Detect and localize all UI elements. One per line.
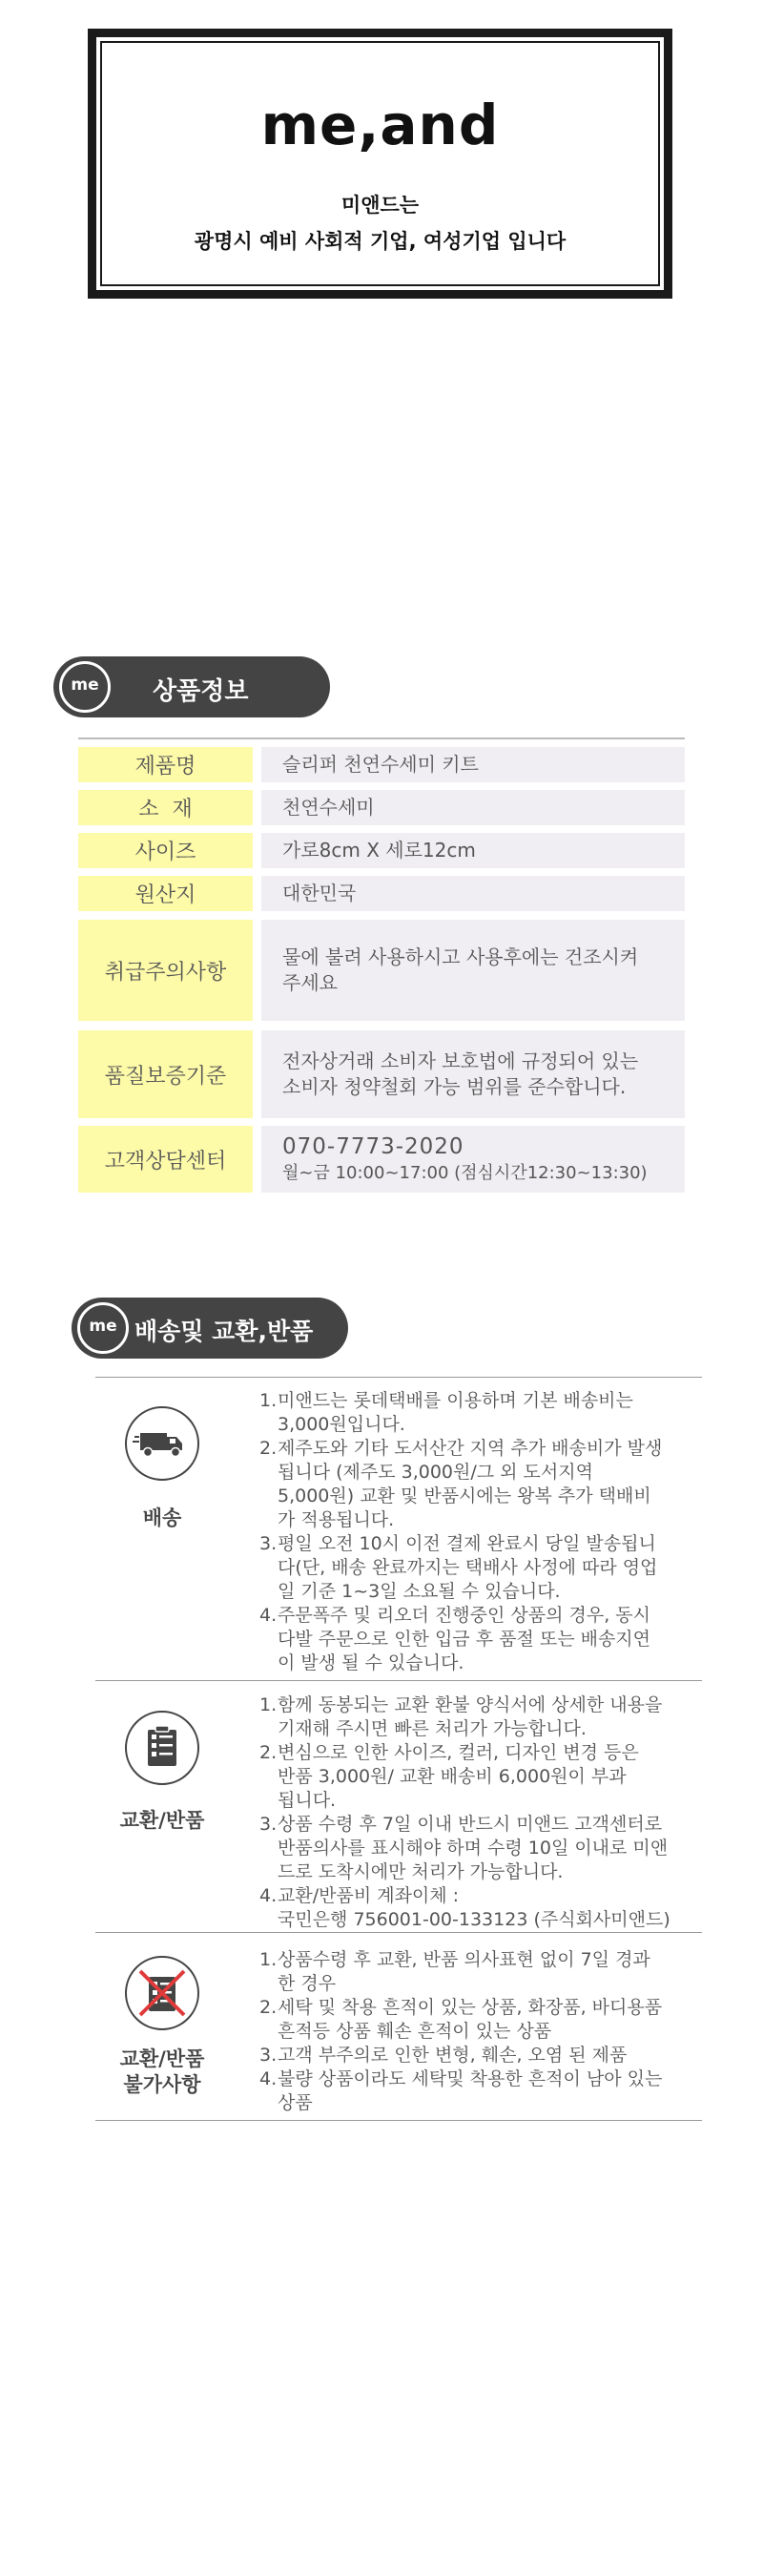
info-row-material [78,790,685,825]
list-item-line: 국민은행 756001-00-133123 (주식회사미앤드) [278,1909,670,1930]
brand-badge-icon: me [77,1302,129,1354]
list-item-number: 1. [259,1694,278,1715]
info-row-size [78,833,685,868]
list-item-line: 5,000원) 교환 및 반품시에는 왕복 추가 택배비 [278,1485,651,1506]
info-value: 물에 불려 사용하시고 사용후에는 건조시켜 주세요 [261,920,685,1021]
list-item-line: 상품 [278,2092,313,2113]
info-value: 대한민국 [261,876,685,911]
list-item [259,1389,708,1437]
shipping-title: 배송및 교환,반품 [134,1318,314,1345]
info-key: 사이즈 [78,833,253,868]
info-key: 제품명 [78,747,253,782]
list-item-line: 불량 상품이라도 세탁및 착용한 흔적이 남아 있는 [278,2068,663,2089]
product-info-title: 상품정보 [153,677,249,706]
no-return-list [259,1948,708,2115]
list-item [259,1884,708,1932]
list-item-line: 반품의사를 표시해야 하며 수령 10일 이내로 미앤 [278,1838,669,1859]
brand-logo: me,and [260,93,500,157]
list-item-line: 가 적용됩니다. [278,1509,395,1530]
info-row-contact [78,1126,685,1193]
shipping-label: 배송 [142,1506,182,1529]
list-item-line: 기재해 주시면 빠른 처리가 가능합니다. [278,1718,587,1739]
list-item-line: 흔적등 상품 훼손 흔적이 있는 상품 [278,2021,552,2042]
list-item-number: 1. [259,1949,278,1970]
list-item [259,1996,708,2044]
list-item-line: 반품 3,000원/ 교환 배송비 6,000원이 부과 [278,1766,627,1787]
list-item-line: 한 경우 [278,1973,337,1994]
list-item-number: 3. [259,2045,278,2066]
return-list [259,1693,708,1932]
list-item [259,1437,708,1532]
info-key: 소 재 [78,790,253,825]
list-item-number: 4. [259,1885,278,1906]
info-value [261,1126,685,1193]
list-item-line: 고객 부주의로 인한 변형, 훼손, 오염 된 제품 [278,2045,628,2066]
no-return-icon [125,1956,199,2030]
divider [95,2120,702,2121]
list-item-number: 4. [259,1605,278,1626]
info-row-care [78,920,685,1021]
return-label: 교환/반품 [119,1809,205,1832]
return-form-icon [125,1711,199,1785]
info-key: 품질보증기준 [78,1030,253,1118]
list-item-line: 다발 주문으로 인한 입금 후 품절 또는 배송지연 [278,1629,651,1650]
divider [78,737,685,739]
list-item-line: 변심으로 인한 사이즈, 컬러, 디자인 변경 등은 [278,1742,639,1763]
brand-description: 광명시 예비 사회적 기업, 여성기업 입니다 [194,230,567,253]
product-info-heading [53,656,330,717]
list-item-line: 제주도와 기타 도서산간 지역 추가 배송비가 발생 [278,1438,663,1459]
list-item [259,2067,708,2115]
list-item [259,2044,708,2067]
list-item [259,1948,708,1996]
list-item-number: 1. [259,1390,278,1411]
info-row-name [78,747,685,782]
list-item-number: 3. [259,1533,278,1554]
divider [95,1680,702,1681]
list-item-line: 상품 수령 후 7일 이내 반드시 미앤드 고객센터로 [278,1814,663,1835]
divider [95,1932,702,1933]
list-item [259,1604,708,1675]
list-item-line: 일 기준 1~3일 소요될 수 있습니다. [278,1581,561,1602]
list-item-line: 평일 오전 10시 이전 결제 완료시 당일 발송됩니 [278,1533,656,1554]
list-item-line: 됩니다 (제주도 3,000원/그 외 도서지역 [278,1462,593,1483]
list-item-line: 교환/반품비 계좌이체 : [278,1885,460,1906]
list-item-line: 드로 도착시에만 처리가 가능합니다. [278,1861,564,1882]
contact-hours: 월~금 10:00~17:00 (점심시간12:30~13:30) [282,1163,648,1184]
list-item-line: 3,000원입니다. [278,1414,405,1435]
info-row-quality [78,1030,685,1118]
shipping-heading [72,1298,348,1359]
info-value: 가로8cm X 세로12cm [261,833,685,868]
list-item-number: 3. [259,1814,278,1835]
no-return-label: 교환/반품 불가사항 [119,2047,205,2097]
brand-badge-icon: me [59,661,111,713]
list-item-number: 2. [259,1742,278,1763]
list-item [259,1532,708,1604]
list-item-line: 이 발생 될 수 있습니다. [278,1652,464,1673]
list-item-line: 미앤드는 롯데택배를 이용하며 기본 배송비는 [278,1390,633,1411]
shipping-list [259,1389,708,1675]
list-item-line: 상품수령 후 교환, 반품 의사표현 없이 7일 경과 [278,1949,650,1970]
info-value: 슬리퍼 천연수세미 키트 [261,747,685,782]
contact-phone: 070-7773-2020 [282,1134,464,1160]
list-item-number: 2. [259,1438,278,1459]
list-item [259,1813,708,1884]
info-key: 고객상담센터 [78,1126,253,1193]
info-value: 전자상거래 소비자 보호법에 규정되어 있는 소비자 청약철회 가능 범위를 준수합니다. [261,1030,685,1118]
list-item [259,1693,708,1741]
info-key: 원산지 [78,876,253,911]
info-row-origin [78,876,685,911]
list-item-number: 4. [259,2068,278,2089]
list-item-line: 됩니다. [278,1790,337,1811]
divider [95,1377,702,1378]
brand-box [88,29,672,299]
list-item [259,1741,708,1813]
list-item-line: 주문폭주 및 리오더 진행중인 상품의 경우, 동시 [278,1605,651,1626]
info-value: 천연수세미 [261,790,685,825]
list-item-line: 다(단, 배송 완료까지는 택배사 사정에 따라 영업 [278,1557,658,1578]
list-item-line: 세탁 및 착용 흔적이 있는 상품, 화장품, 바디용품 [278,1997,663,2018]
info-key: 취급주의사항 [78,920,253,1021]
list-item-number: 2. [259,1997,278,2018]
brand-subtitle: 미앤드는 [340,194,420,217]
truck-icon [125,1406,199,1481]
list-item-line: 함께 동봉되는 교환 환불 양식서에 상세한 내용을 [278,1694,663,1715]
